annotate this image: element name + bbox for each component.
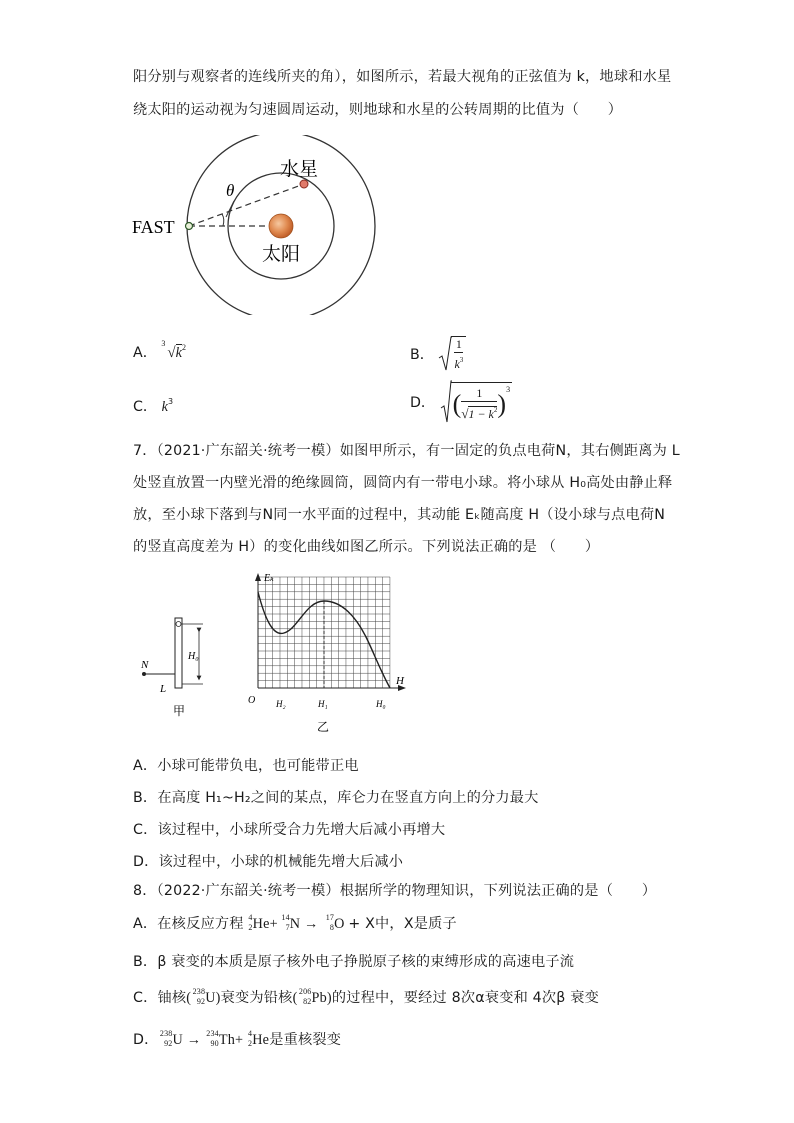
q8-option-d[interactable] <box>133 1029 341 1049</box>
q6-option-b[interactable] <box>410 336 466 372</box>
arrow: → <box>186 1032 202 1048</box>
nuclide-symbol: Th <box>218 1032 236 1048</box>
mercury-label: 水星 <box>280 158 319 180</box>
numerator: 1 <box>461 386 497 402</box>
fast-label: FAST <box>132 217 175 237</box>
option-tail: 是重核裂变 <box>269 1032 342 1048</box>
option-prefix: A．在核反应方程 <box>133 916 244 932</box>
exponent: 3 <box>167 397 174 406</box>
nuclide-symbol: He <box>252 916 270 932</box>
figure-jia <box>135 608 225 723</box>
q7-option-b[interactable]: B．在高度 H₁~H₂之间的某点，库仑力在竖直方向上的分力最大 <box>133 790 539 806</box>
q6-option-c[interactable] <box>133 396 173 416</box>
radical-sign <box>438 336 452 372</box>
ball-icon <box>176 622 181 627</box>
q6-option-a[interactable] <box>133 339 186 362</box>
atomic-number: 82 <box>303 997 312 1006</box>
q6-text-line-1: 阳分别与观察者的连线所夹的角），如图所示，若最大视角的正弦值为 k，地球和水星 <box>133 69 672 85</box>
q8-option-a[interactable] <box>133 913 457 933</box>
inner-exponent: 2 <box>493 406 498 415</box>
atomic-number: 2 <box>248 923 253 932</box>
lead-nuclide: ( 206 82 Pb) <box>292 987 332 1006</box>
nuclide-symbol: U <box>205 990 216 1006</box>
root-index: 3 <box>161 339 166 348</box>
q7-text-line-2: 处竖直放置一内壁光滑的绝缘圆筒，圆筒内有一带电小球。将小球从 H₀高处由静止释 <box>133 475 673 491</box>
y-label: Eₖ <box>264 573 274 584</box>
q8-stem: 8．（2022·广东韶关·统考一模）根据所学的物理知识，下列说法正确的是（ ） <box>133 883 657 899</box>
caption-yi: 乙 <box>317 720 330 734</box>
denominator-exponent: 3 <box>459 356 464 364</box>
figure-yi <box>242 565 412 740</box>
option-prefix: C．铀核 <box>133 990 187 1006</box>
q7-option-c[interactable]: C．该过程中，小球所受合力先增大后减小再增大 <box>133 822 446 838</box>
mercury-dot <box>300 180 308 188</box>
atomic-number: 92 <box>164 1039 173 1048</box>
cube-root-expression: 3 $√k^2$ <box>161 339 186 361</box>
q6-option-d[interactable] <box>410 380 512 424</box>
h1-label: H₁ <box>318 699 328 709</box>
sqrt-fraction-expression <box>438 336 466 372</box>
h2-label: H₂ <box>276 699 286 709</box>
mass-number: 14 <box>281 913 290 922</box>
base: k <box>161 399 168 415</box>
q7-option-a[interactable]: A．小球可能带负电，也可能带正电 <box>133 758 359 774</box>
exponent: 2 <box>181 343 186 352</box>
q7-text-line-1: 7．（2021·广东韶关·统考一模）如图甲所示，有一固定的负点电荷N，其右侧距离为 L <box>133 443 680 459</box>
option-letter: B． <box>410 347 434 363</box>
q7-text-line-3: 放，至小球下落到与N同一水平面的过程中，其动能 Eₖ随高度 H（设小球与点电荷N <box>133 507 666 523</box>
arrow: → <box>303 916 319 932</box>
caption-jia: 甲 <box>173 704 186 718</box>
plus-sign: + <box>269 916 278 932</box>
atomic-number: 8 <box>329 923 335 932</box>
option-tail: 的过程中，要经过 8次α衰变和 4次β 衰变 <box>331 990 600 1006</box>
inner-radicand: 1 − k <box>468 407 494 422</box>
mass-number: 238 <box>192 987 206 996</box>
l-label: L <box>160 683 167 695</box>
option-letter: A． <box>133 345 157 361</box>
nuclide-symbol: U <box>172 1032 183 1048</box>
q7-text-line-4: 的竖直高度差为 H）的变化曲线如图乙所示。下列说法正确的是 （ ） <box>133 539 600 555</box>
origin-label: O <box>248 695 256 706</box>
uranium-nuclide: ( 238 92 U) <box>186 987 221 1006</box>
nuclide-symbol: O <box>334 916 345 932</box>
mass-number: 206 <box>298 987 312 996</box>
atomic-number: 90 <box>210 1039 219 1048</box>
mass-number: 17 <box>325 913 335 922</box>
q6-text-line-2: 绕太阳的运动视为匀速圆周运动，则地球和水星的公转周期的比值为（ ） <box>133 102 623 118</box>
angle-arc <box>222 214 224 226</box>
atomic-number: 7 <box>285 923 290 932</box>
atomic-number: 2 <box>248 1039 253 1048</box>
h0-label: H₀ <box>188 651 199 662</box>
h0-label: H₀ <box>376 699 386 709</box>
nuclide-symbol: Pb <box>311 990 327 1006</box>
option-tail: + X中，X是质子 <box>348 916 457 932</box>
q8-option-c[interactable] <box>133 987 599 1007</box>
mass-number: 234 <box>206 1029 219 1038</box>
outer-exponent: 3 <box>506 384 511 394</box>
option-mid: 衰变为铅核 <box>220 990 293 1006</box>
mass-number: 238 <box>159 1029 173 1038</box>
denominator: k <box>454 357 460 371</box>
nuclear-equation <box>244 913 349 932</box>
tube <box>175 618 182 688</box>
mass-number: 4 <box>248 1029 253 1038</box>
orbit-figure <box>130 135 390 315</box>
atomic-number: 92 <box>196 997 206 1006</box>
theta-label: θ <box>226 181 235 200</box>
nested-root-expression: ( $\frac{1}{√1 - k^2}$ )$^3$ <box>440 380 512 424</box>
nuclide-symbol: N <box>289 916 301 932</box>
option-letter: D． <box>410 395 436 411</box>
theta-pointer <box>226 201 234 217</box>
option-prefix: D． <box>133 1032 159 1048</box>
q7-option-d[interactable]: D．该过程中，小球的机械能先增大后减小 <box>133 854 404 870</box>
sun-label: 太阳 <box>262 243 301 265</box>
x-label: H <box>396 675 404 687</box>
numerator: 1 <box>455 337 462 351</box>
mass-number: 4 <box>248 913 253 922</box>
n-label: N <box>141 659 149 671</box>
nuclide-symbol: He <box>252 1032 270 1048</box>
radicand: k <box>175 345 182 361</box>
q8-option-b[interactable]: B．β 衰变的本质是原子核外电子挣脱原子核的束缚形成的高速电子流 <box>133 954 575 970</box>
charge-n-dot <box>142 672 146 676</box>
decay-equation <box>159 1029 270 1048</box>
plus-sign: + <box>235 1032 244 1048</box>
fast-dot <box>186 223 193 230</box>
sun-icon <box>269 214 293 238</box>
option-letter: C． <box>133 399 158 415</box>
